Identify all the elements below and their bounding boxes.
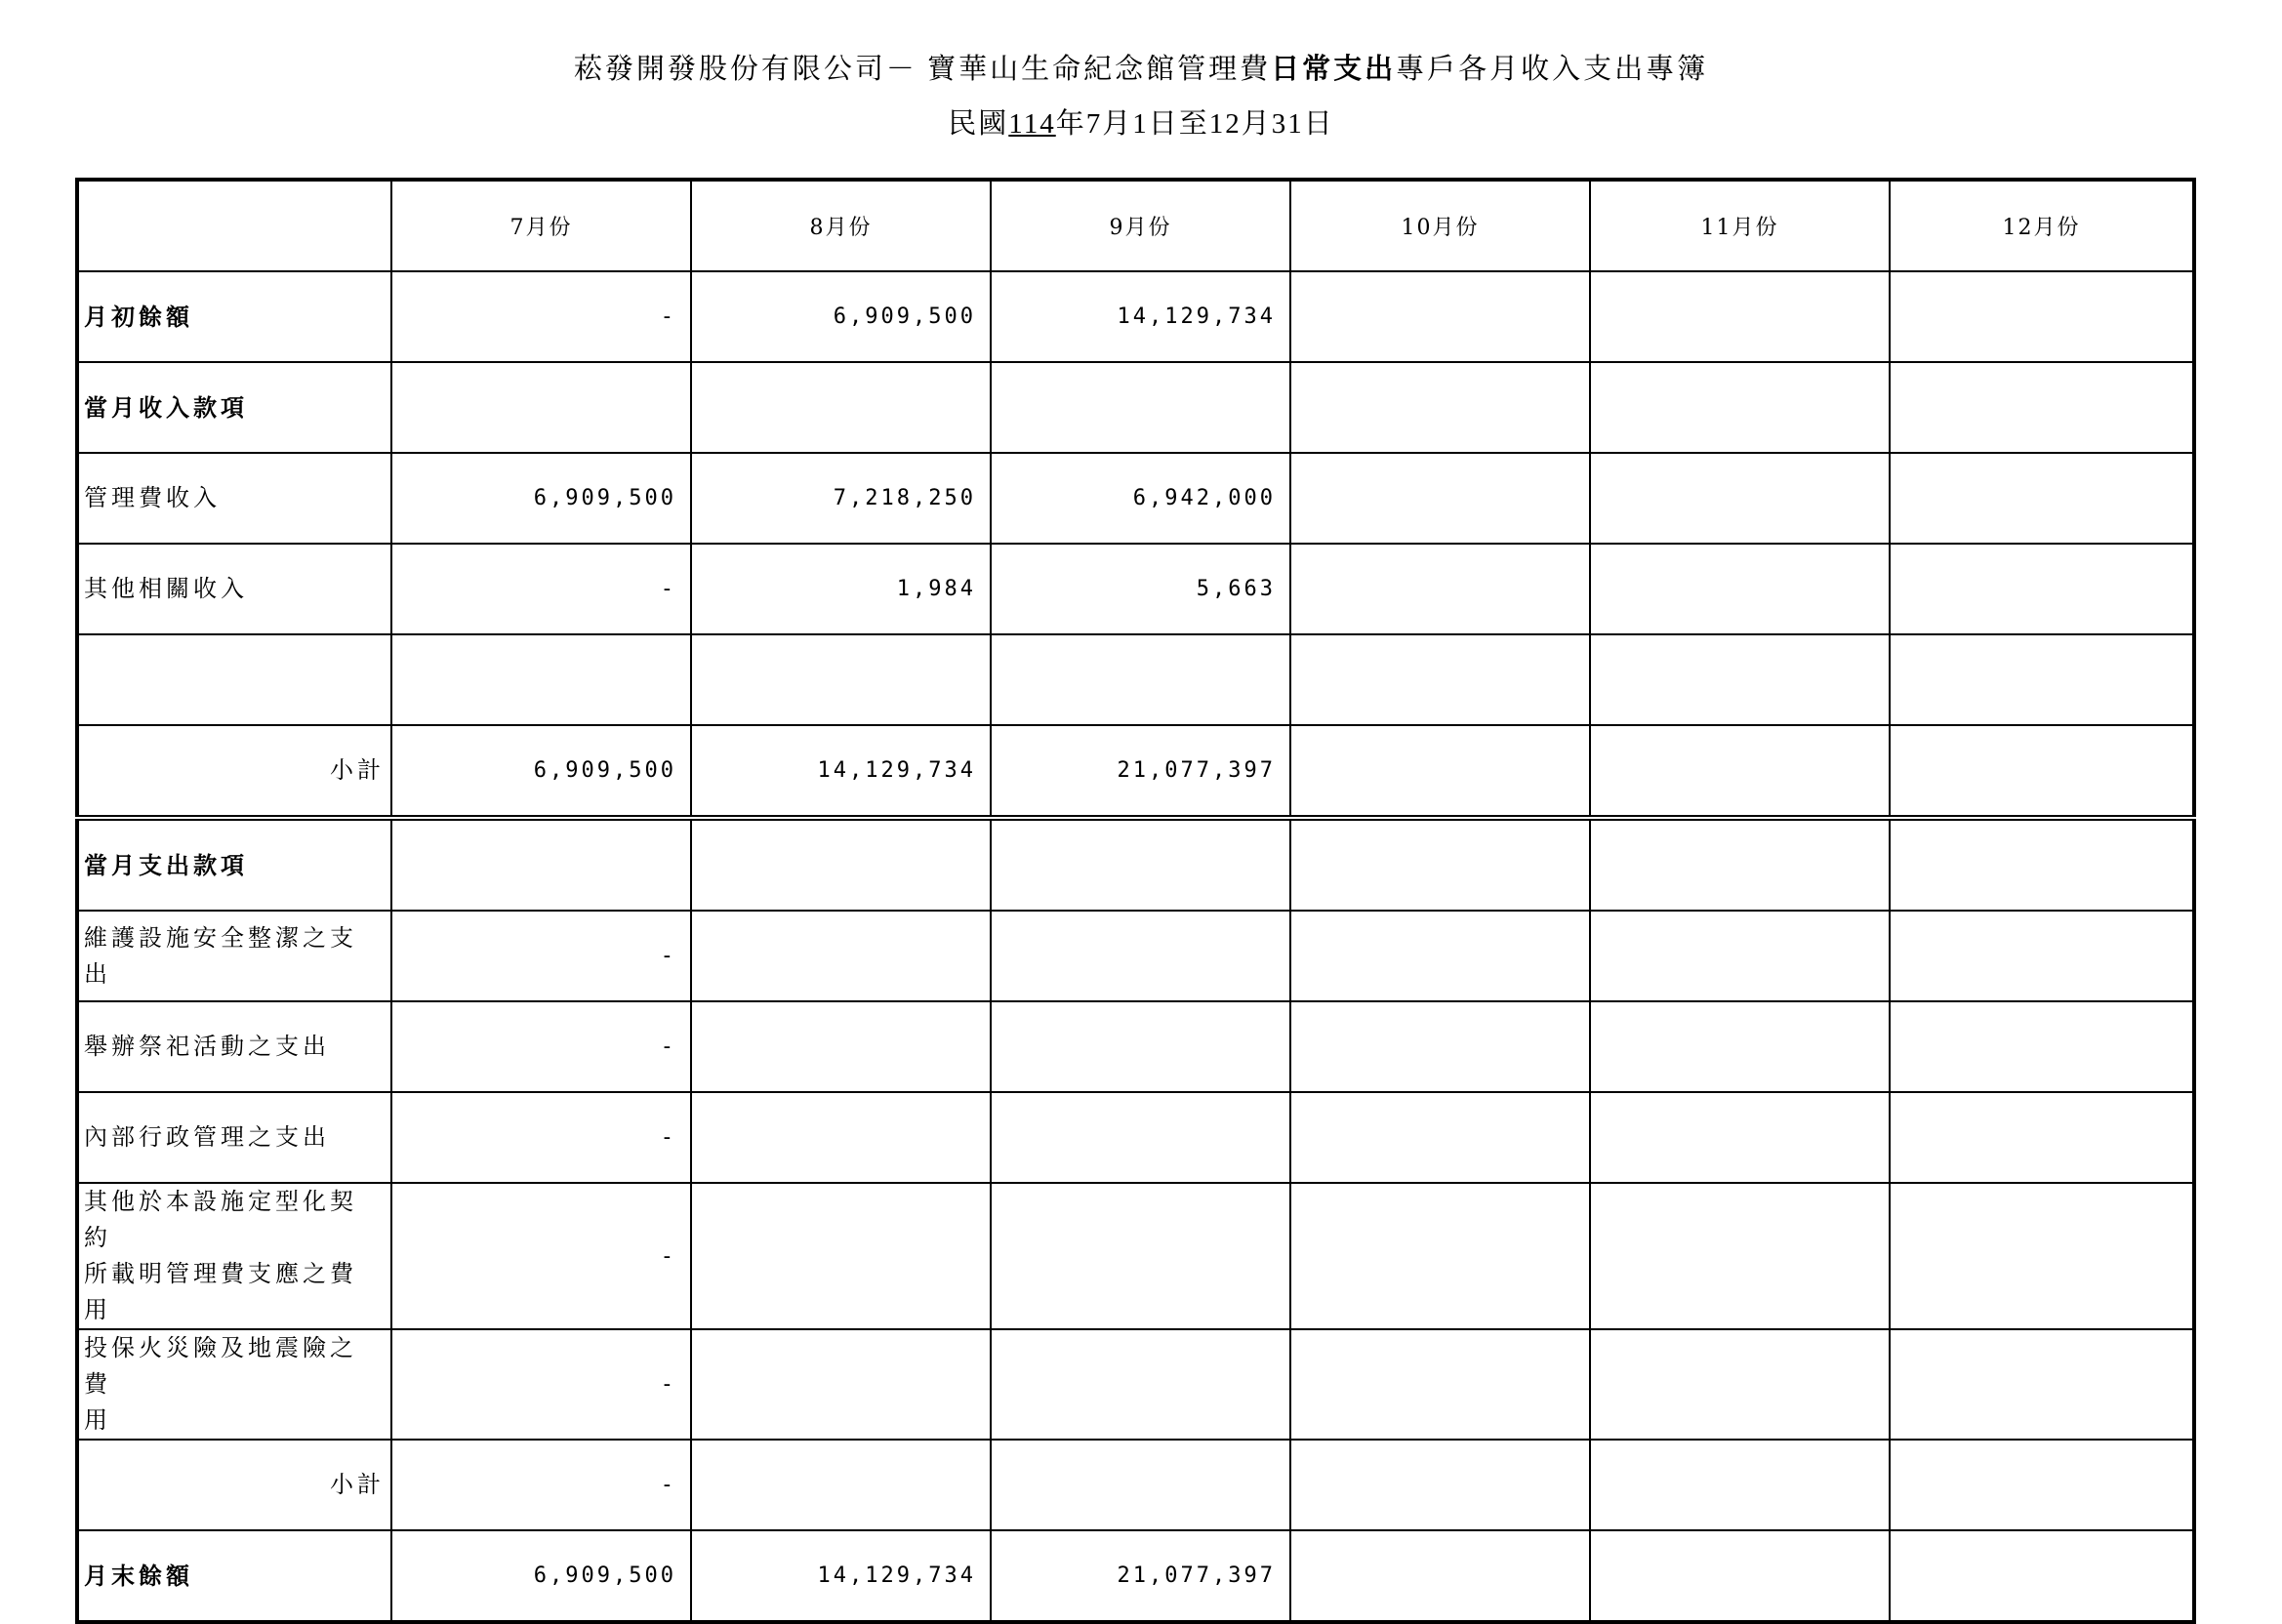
cell-oct — [1290, 911, 1590, 1001]
cell-aug — [691, 1440, 991, 1530]
cell-aug — [691, 911, 991, 1001]
row-label — [77, 1183, 391, 1329]
period-year: 114 — [1008, 108, 1056, 140]
section-label: 當月支出款項 — [77, 818, 391, 911]
row-label: 月初餘額 — [77, 271, 391, 362]
cell-nov — [1590, 634, 1890, 725]
cell-oct — [1290, 725, 1590, 818]
month-header-aug: 8月份 — [691, 180, 991, 271]
expense-subtotal-row — [77, 1440, 2194, 1530]
cell-oct — [1290, 1001, 1590, 1092]
cell-jul: - — [391, 271, 691, 362]
cell-nov — [1590, 544, 1890, 634]
cell-jul: 6,909,500 — [391, 725, 691, 818]
cell-nov — [1590, 1530, 1890, 1622]
cell-aug — [691, 1001, 991, 1092]
cell-nov — [1590, 362, 1890, 453]
cell-aug — [691, 634, 991, 725]
month-header-jul: 7月份 — [391, 180, 691, 271]
cell-oct — [1290, 1092, 1590, 1183]
cell-nov — [1590, 271, 1890, 362]
period-suffix: 年7月1日至12月31日 — [1055, 108, 1334, 140]
maintenance-expense-row — [77, 911, 2194, 1001]
cell-dec — [1890, 1440, 2194, 1530]
cell-oct — [1290, 453, 1590, 544]
row-label: 舉辦祭祀活動之支出 — [77, 1001, 391, 1092]
title-bold-part: 日常支出 — [1271, 54, 1397, 85]
cell-sep: 21,077,397 — [991, 1530, 1290, 1622]
cell-oct — [1290, 1440, 1590, 1530]
cell-dec — [1890, 1183, 2194, 1329]
cell-sep — [991, 634, 1290, 725]
cell-dec — [1890, 544, 2194, 634]
cell-aug: 7,218,250 — [691, 453, 991, 544]
row-label: 內部行政管理之支出 — [77, 1092, 391, 1183]
row-label — [77, 634, 391, 725]
cell-sep — [991, 1440, 1290, 1530]
cell-nov — [1590, 1440, 1890, 1530]
cell-jul: - — [391, 1001, 691, 1092]
cell-jul — [391, 634, 691, 725]
cell-dec — [1890, 1092, 2194, 1183]
cell-nov — [1590, 911, 1890, 1001]
cell-dec — [1890, 1329, 2194, 1440]
ledger-table — [75, 178, 2196, 1624]
cell-aug: 1,984 — [691, 544, 991, 634]
cell-sep — [991, 1001, 1290, 1092]
cell-sep — [991, 1092, 1290, 1183]
cell-jul: 6,909,500 — [391, 453, 691, 544]
cell-sep — [991, 362, 1290, 453]
cell-sep — [991, 1183, 1290, 1329]
cell-dec — [1890, 634, 2194, 725]
income-subtotal-row — [77, 725, 2194, 818]
cell-jul: - — [391, 1329, 691, 1440]
cell-jul: - — [391, 1183, 691, 1329]
month-header-sep: 9月份 — [991, 180, 1290, 271]
closing-balance-row — [77, 1530, 2194, 1622]
row-label: 其他相關收入 — [77, 544, 391, 634]
period-subtitle — [0, 102, 2282, 142]
corner-cell — [77, 180, 391, 271]
cell-sep — [991, 818, 1290, 911]
blank-income-row — [77, 634, 2194, 725]
title-suffix: 專戶各月收入支出專簿 — [1396, 54, 1709, 85]
cell-jul: - — [391, 544, 691, 634]
cell-jul: - — [391, 911, 691, 1001]
cell-aug: 14,129,734 — [691, 725, 991, 818]
cell-oct — [1290, 271, 1590, 362]
income-section-row — [77, 362, 2194, 453]
cell-sep: 5,663 — [991, 544, 1290, 634]
cell-jul — [391, 818, 691, 911]
opening-balance-row — [77, 271, 2194, 362]
row-label-line2: 用 — [84, 1406, 111, 1434]
admin-expense-row — [77, 1092, 2194, 1183]
cell-jul: 6,909,500 — [391, 1530, 691, 1622]
ceremony-expense-row — [77, 1001, 2194, 1092]
insurance-expense-row — [77, 1329, 2194, 1440]
contract-expense-row — [77, 1183, 2194, 1329]
cell-nov — [1590, 1001, 1890, 1092]
cell-aug — [691, 818, 991, 911]
row-label-line1: 投保火災險及地震險之費 — [84, 1334, 357, 1398]
row-label-line1: 其他於本設施定型化契約 — [84, 1188, 357, 1251]
row-label: 月末餘額 — [77, 1530, 391, 1622]
title-prefix: 菘發開發股份有限公司－ 寶華山生命紀念館管理費 — [573, 54, 1272, 85]
row-label: 小計 — [77, 725, 391, 818]
month-header-nov: 11月份 — [1590, 180, 1890, 271]
cell-dec — [1890, 271, 2194, 362]
row-label-line2: 所載明管理費支應之費用 — [84, 1260, 357, 1323]
month-header-dec: 12月份 — [1890, 180, 2194, 271]
cell-sep: 21,077,397 — [991, 725, 1290, 818]
cell-dec — [1890, 725, 2194, 818]
cell-jul: - — [391, 1440, 691, 1530]
cell-nov — [1590, 1183, 1890, 1329]
cell-aug — [691, 1329, 991, 1440]
cell-aug: 6,909,500 — [691, 271, 991, 362]
cell-sep: 6,942,000 — [991, 453, 1290, 544]
cell-oct — [1290, 634, 1590, 725]
cell-aug: 14,129,734 — [691, 1530, 991, 1622]
cell-sep — [991, 911, 1290, 1001]
section-label: 當月收入款項 — [77, 362, 391, 453]
other-income-row — [77, 544, 2194, 634]
month-header-row — [77, 180, 2194, 271]
document-title — [0, 47, 2282, 87]
cell-sep — [991, 1329, 1290, 1440]
cell-oct — [1290, 1183, 1590, 1329]
cell-dec — [1890, 1001, 2194, 1092]
cell-nov — [1590, 818, 1890, 911]
cell-oct — [1290, 544, 1590, 634]
row-label: 維護設施安全整潔之支出 — [77, 911, 391, 1001]
month-header-oct: 10月份 — [1290, 180, 1590, 271]
cell-jul: - — [391, 1092, 691, 1183]
cell-dec — [1890, 911, 2194, 1001]
expense-section-row — [77, 818, 2194, 911]
cell-aug — [691, 362, 991, 453]
cell-dec — [1890, 362, 2194, 453]
cell-nov — [1590, 725, 1890, 818]
cell-aug — [691, 1183, 991, 1329]
cell-oct — [1290, 1329, 1590, 1440]
cell-sep: 14,129,734 — [991, 271, 1290, 362]
cell-oct — [1290, 818, 1590, 911]
cell-nov — [1590, 1329, 1890, 1440]
cell-oct — [1290, 1530, 1590, 1622]
cell-dec — [1890, 1530, 2194, 1622]
cell-jul — [391, 362, 691, 453]
row-label: 管理費收入 — [77, 453, 391, 544]
row-label — [77, 1329, 391, 1440]
cell-dec — [1890, 818, 2194, 911]
cell-oct — [1290, 362, 1590, 453]
cell-nov — [1590, 453, 1890, 544]
row-label: 小計 — [77, 1440, 391, 1530]
management-fee-income-row — [77, 453, 2194, 544]
cell-aug — [691, 1092, 991, 1183]
cell-nov — [1590, 1092, 1890, 1183]
cell-dec — [1890, 453, 2194, 544]
period-prefix: 民國 — [948, 108, 1009, 140]
